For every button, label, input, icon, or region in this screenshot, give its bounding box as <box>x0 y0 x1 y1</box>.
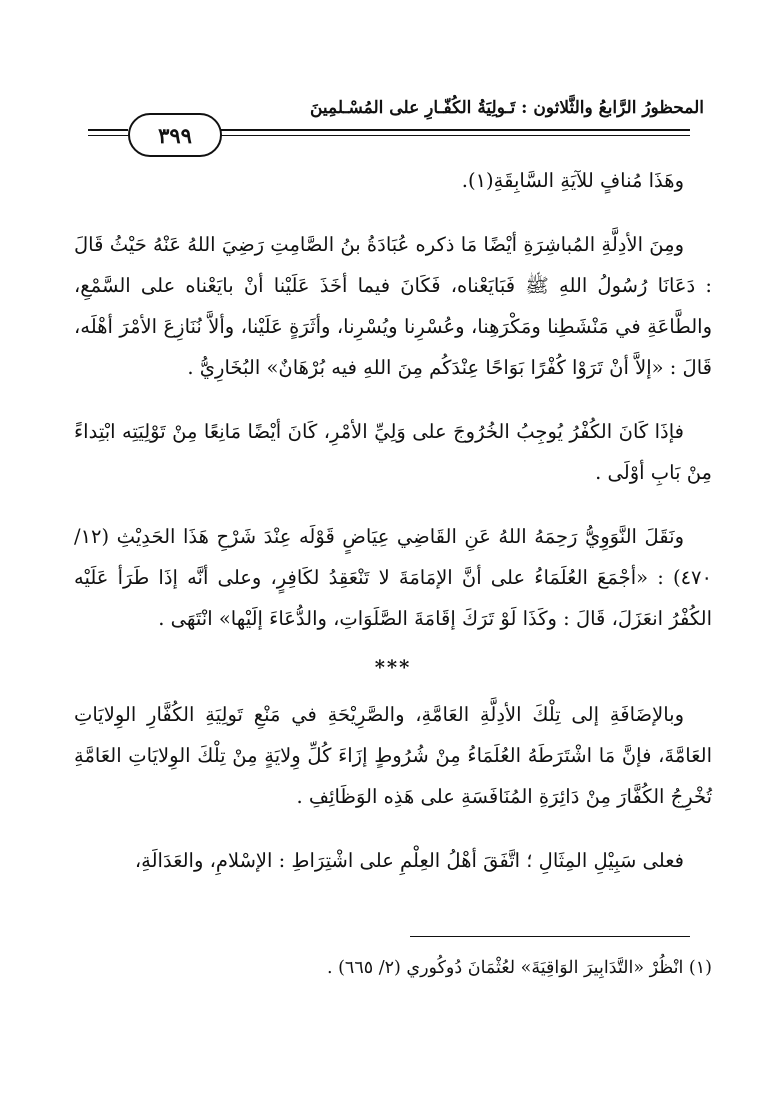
main-text <box>74 160 712 881</box>
paragraph-4: ونَقَلَ النَّوَوِيُّ رَحِمَهُ اللهُ عَنِ القَاضِي عِيَاضٍ قَوْلَه عِنْدَ شَرْحِ هَذَا الحَدِيْثِ (١٢/ ٤٧٠) : «أجْمَعَ العُلَمَاءُ على أنَّ الإمَامَةَ لا تَنْعَقِدُ لكَافِرٍ، وعلى أنَّه إذَا طَرَأ عَلَيْه الكُفْرُ انعَزَلَ، قَالَ : وكَذَا لَوْ تَرَكَ إقَامَةَ الصَّلَوَاتِ، والدُّعَاءَ إلَيْها» انْتَهَى . <box>74 525 712 630</box>
header-rule-bottom-left <box>88 135 128 136</box>
paragraph-1: وهَذَا مُنافٍ للآيَةِ السَّابِقَةِ(١). <box>461 169 684 192</box>
paragraph-3: فإذَا كَانَ الكُفْرُ يُوجِبُ الخُرُوجَ على وَلِيِّ الأمْرِ، كَانَ أيْضًا مَانِعًا مِنْ تَوْلِيَتِه ابْتِداءً مِنْ بَابِ أوْلَى . <box>74 420 712 484</box>
page-number <box>128 113 222 157</box>
section-separator: *** <box>374 656 412 679</box>
page-number-text: ٣٩٩ <box>158 122 192 148</box>
header-rule-top <box>88 129 128 131</box>
footnote-divider <box>410 936 690 937</box>
chapter-title: المحظورُ الرَّابعُ والثَّلاثون : تَـولِيَةُ الكُفّـارِ على المُسْـلمِينَ <box>309 98 704 118</box>
paragraph-6: فعلى سَبِيْلِ المِثَالِ ؛ اتَّفَقَ أهْلُ العِلْمِ على اشْتِرَاطِ : الإسْلامِ، والعَدَالَةِ، <box>134 849 684 872</box>
paragraph-5: وبالإضَافَةِ إلى تِلْكَ الأدِلَّةِ العَامَّةِ، والصَّرِيْحَةِ في مَنْعِ تَولِيَةِ الكُفَّارِ الوِلايَاتِ العَامَّةَ، فإنَّ مَا اشْتَرَطَهُ العُلَمَاءُ مِنْ شُرُوطٍ إزَاءَ كُلِّ وِلايَةٍ مِنْ تِلْكَ الوِلايَاتِ العَامَّةِ تُخْرِجُ الكُفَّارَ مِنْ دَائِرَةِ المُنَافَسَةِ على هَذِه الوَظَائِفِ . <box>74 703 712 808</box>
header-rule-bottom <box>220 135 690 136</box>
header-rule-top-right <box>220 129 690 131</box>
footnote: (١) انْظُرْ «التَّدَابِيرَ الوَاقِيَةَ» لعُثْمَانَ دُوكُوري (٢/ ٦٦٥) . <box>326 958 712 978</box>
paragraph-2: ومِنَ الأدِلَّةِ المُباشِرَةِ أيْضًا مَا ذكره عُبَادَةُ بنُ الصَّامِتِ رَضِيَ اللهُ عَنْهُ حَيْثُ قَالَ : دَعَانَا رُسُولُ اللهِ ﷺ فَبَايَعْناه، فَكَانَ فيما أخَذَ عَلَيْنا أنْ بايَعْناه على السَّمْعِ، والطَّاعَةِ في مَنْشَطِنا ومَكْرَهِنا، وعُسْرِنا ويُسْرِنا، وأثَرَةٍ عَلَيْنا، وألاَّ نُنَازِعَ الأمْرَ أهْلَه، قَالَ : «إلاَّ أنْ تَرَوْا كُفْرًا بَوَاحًا عِنْدَكُم مِنَ اللهِ فيه بُرْهَانٌ» البُخَارِيُّ . <box>74 233 712 379</box>
